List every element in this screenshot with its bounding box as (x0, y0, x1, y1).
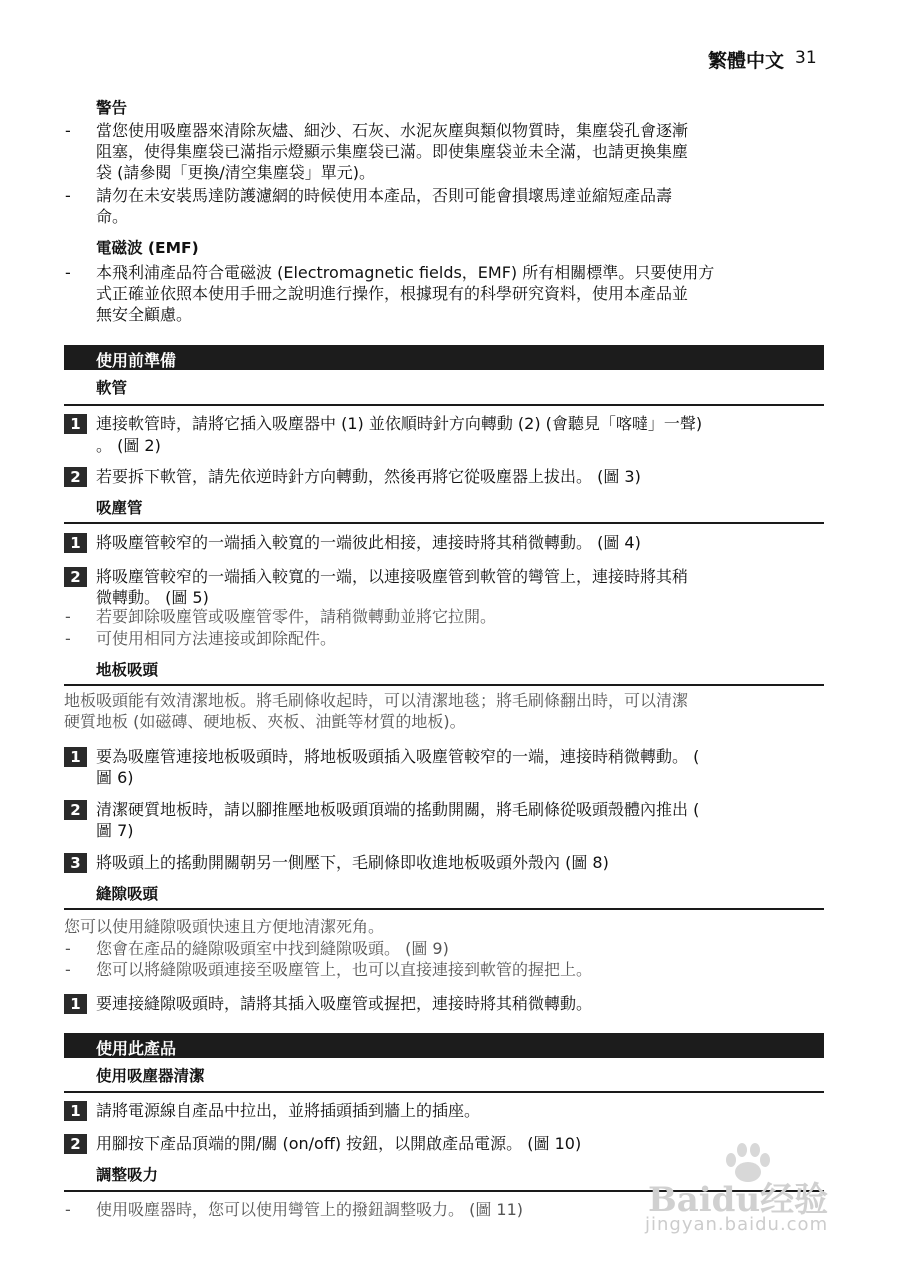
dash-marker: - (65, 607, 71, 626)
section-bar-usage (64, 1033, 824, 1058)
step-number-2: 2 (64, 567, 87, 587)
crevice-intro: 您可以使用縫隙吸頭快速且方便地清潔死角。 (64, 917, 385, 936)
warning-item-1-line-1: 當您使用吸塵器來清除灰燼、細沙、石灰、水泥灰塵與類似物質時，集塵袋孔會逐漸 (96, 121, 689, 140)
dash-marker: - (65, 939, 71, 958)
watermark-logo: Baidu经验 (648, 1180, 829, 1220)
dash-marker: - (65, 263, 71, 282)
watermark-url: jingyan.baidu.com (645, 1214, 829, 1235)
dash-marker: - (65, 121, 71, 140)
dash-marker: - (65, 629, 71, 648)
divider (64, 522, 824, 524)
step-number-2: 2 (64, 800, 87, 820)
hose-step-2: 若要拆下軟管，請先依逆時針方向轉動，然後再將它從吸塵器上拔出。 (圖 3) (96, 467, 641, 486)
emf-line-2: 式正確並依照本使用手冊之說明進行操作，根據現有的科學研究資料，使用本產品並 (96, 284, 689, 303)
tube-step-2-line-1: 將吸塵管較窄的一端插入較寬的一端，以連接吸塵管到軟管的彎管上，連接時將其稍 (96, 567, 689, 586)
warning-item-2-line-1: 請勿在未安裝馬達防護濾網的時候使用本產品，否則可能會損壞馬達並縮短產品壽 (96, 186, 673, 205)
dash-marker: - (65, 1200, 71, 1219)
floor-title: 地板吸頭 (96, 661, 159, 679)
tube-step-2-line-2: 微轉動。 (圖 5) (96, 588, 209, 607)
divider (64, 404, 824, 406)
divider (64, 1091, 824, 1093)
crevice-step-1: 要連接縫隙吸頭時，請將其插入吸塵管或握把，連接時將其稍微轉動。 (96, 994, 593, 1013)
crevice-note-1: 您會在產品的縫隙吸頭室中找到縫隙吸頭。 (圖 9) (96, 939, 449, 958)
warning-title: 警告 (96, 99, 128, 117)
section-title: 使用此產品 (96, 1039, 177, 1058)
step-number-1: 1 (64, 1101, 87, 1121)
floor-step-1-line-2: 圖 6) (96, 768, 134, 787)
floor-step-2-line-2: 圖 7) (96, 821, 134, 840)
dash-marker: - (65, 186, 71, 205)
page-number: 31 (795, 48, 817, 68)
hose-title: 軟管 (96, 379, 128, 397)
cleaning-step-2: 用腳按下產品頂端的開/關 (on/off) 按鈕，以開啟產品電源。 (圖 10) (96, 1134, 582, 1153)
floor-step-1-line-1: 要為吸塵管連接地板吸頭時，將地板吸頭插入吸塵管較窄的一端，連接時稍微轉動。 ( (96, 747, 700, 766)
warning-item-1-line-2: 阻塞，使得集塵袋已滿指示燈顯示集塵袋已滿。即使集塵袋並未全滿，也請更換集塵 (96, 142, 689, 161)
step-number-3: 3 (64, 853, 87, 873)
warning-item-2-line-2: 命。 (96, 207, 129, 226)
suction-note-1: 使用吸塵器時，您可以使用彎管上的撥鈕調整吸力。 (圖 11) (96, 1200, 524, 1219)
hose-step-1-line-2: 。 (圖 2) (96, 436, 161, 455)
step-number-1: 1 (64, 533, 87, 553)
floor-step-2-line-1: 清潔硬質地板時，請以腳推壓地板吸頭頂端的搖動開關，將毛刷條從吸頭殼體內推出 ( (96, 800, 700, 819)
cleaning-title: 使用吸塵器清潔 (96, 1067, 205, 1085)
floor-intro-line-1: 地板吸頭能有效清潔地板。將毛刷條收起時，可以清潔地毯；將毛刷條翻出時，可以清潔 (64, 691, 689, 710)
emf-line-3: 無安全顧慮。 (96, 305, 193, 324)
tube-note-2: 可使用相同方法連接或卸除配件。 (96, 629, 337, 648)
emf-line-1: 本飛利浦產品符合電磁波 (Electromagnetic fields，EMF) 所有相關標準。只要使用方 (96, 263, 715, 282)
floor-step-3: 將吸頭上的搖動開關朝另一側壓下，毛刷條即收進地板吸頭外殼內 (圖 8) (96, 853, 609, 872)
warning-item-1-line-3: 袋 (請參閱「更換/清空集塵袋」單元)。 (96, 163, 375, 182)
divider (64, 684, 824, 686)
dash-marker: - (65, 960, 71, 979)
language-label: 繁體中文 (707, 50, 784, 72)
floor-intro-line-2: 硬質地板 (如磁磚、硬地板、夾板、油氈等材質的地板)。 (64, 712, 466, 731)
section-bar-preparation (64, 345, 824, 370)
suction-title: 調整吸力 (96, 1166, 159, 1184)
tube-note-1: 若要卸除吸塵管或吸塵管零件，請稍微轉動並將它拉開。 (96, 607, 497, 626)
step-number-1: 1 (64, 994, 87, 1014)
emf-title: 電磁波 (EMF) (96, 239, 199, 257)
step-number-1: 1 (64, 747, 87, 767)
step-number-1: 1 (64, 414, 87, 434)
divider (64, 908, 824, 910)
step-number-2: 2 (64, 467, 87, 487)
section-title: 使用前準備 (96, 351, 177, 370)
tube-title: 吸塵管 (96, 499, 143, 517)
step-number-2: 2 (64, 1134, 87, 1154)
tube-step-1: 將吸塵管較窄的一端插入較寬的一端彼此相接，連接時將其稍微轉動。 (圖 4) (96, 533, 641, 552)
cleaning-step-1: 請將電源線自產品中拉出，並將插頭插到牆上的插座。 (96, 1101, 481, 1120)
crevice-note-2: 您可以將縫隙吸頭連接至吸塵管上，也可以直接連接到軟管的握把上。 (96, 960, 593, 979)
crevice-title: 縫隙吸頭 (96, 885, 159, 903)
hose-step-1-line-1: 連接軟管時，請將它插入吸塵器中 (1) 並依順時針方向轉動 (2) (會聽見「喀噠」一聲) (96, 414, 703, 433)
